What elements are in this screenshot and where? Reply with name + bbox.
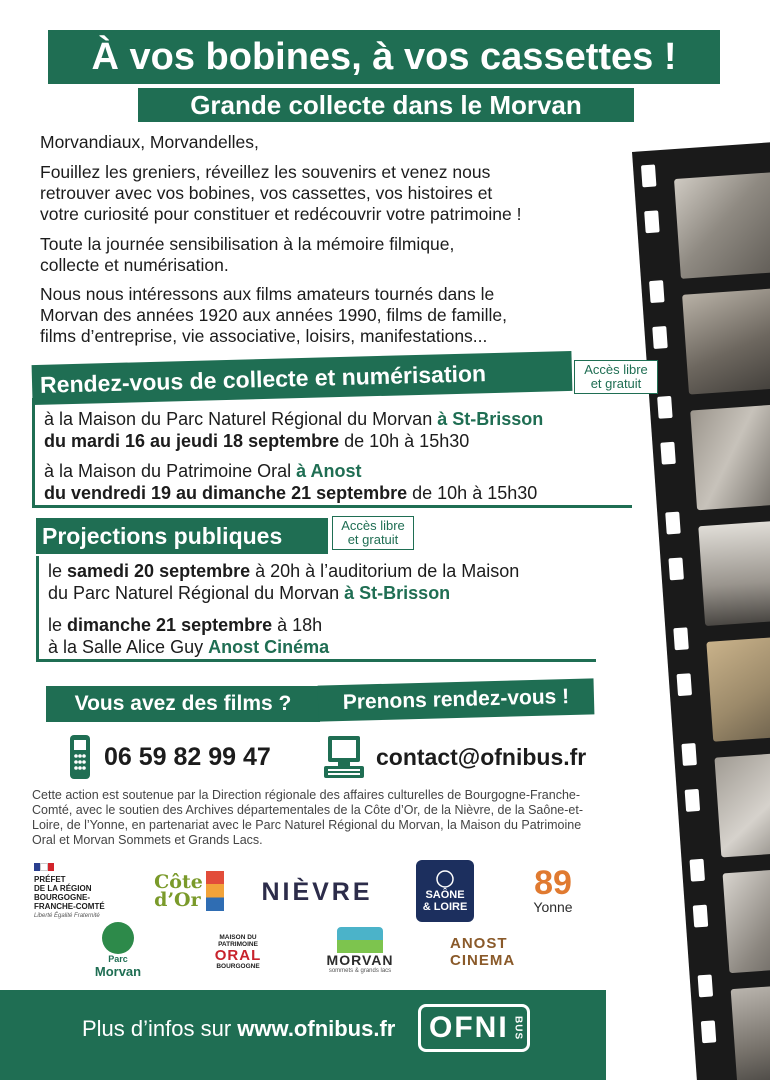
collecte-heading: Rendez-vous de collecte et numérisation [32, 351, 573, 405]
maison-patrimoine-oral-logo: MAISON DU PATRIMOINE ORAL BOURGOGNE [214, 934, 262, 970]
subtitle: Grande collecte dans le Morvan [138, 88, 634, 122]
phone-number[interactable]: 06 59 82 99 47 [104, 742, 271, 771]
footer-info: Plus d’infos sur www.ofnibus.fr [82, 1016, 396, 1041]
film-perforation [657, 396, 673, 419]
email-address[interactable]: contact@ofnibus.fr [376, 743, 587, 770]
collecte-free-badge: Accès libre et gratuit [574, 360, 658, 394]
parc-morvan-logo: Parc Morvan [92, 920, 144, 980]
intro-paragraph-1: Fouillez les greniers, réveillez les souvenirs et venez nous retrouver avec vos bobines, vos cassettes, vos histoires et votre curiosité pour constituer et redécouvrir votre patrimoine ! [40, 162, 522, 224]
appointment-banner: Prenons rendez-vous ! [318, 678, 595, 721]
collecte-event-1-place: à la Maison du Parc Naturel Régional du Morvan à St-Brisson [44, 409, 544, 429]
film-frame-photo [723, 866, 770, 973]
film-perforation [685, 789, 701, 812]
film-perforation [701, 1020, 717, 1043]
film-perforation [677, 673, 693, 696]
film-frame-photo [698, 519, 770, 626]
projection-1-line-2: du Parc Naturel Régional du Morvan à St-Brisson [48, 583, 451, 603]
projection-2-line-2: à la Salle Alice Guy Anost Cinéma [48, 637, 330, 657]
cote-dor-logo: Côte d’Or [150, 866, 228, 916]
collecte-event-2-dates: du vendredi 19 au dimanche 21 septembre de 10h à 15h30 [44, 483, 538, 503]
mountain-icon [337, 927, 383, 953]
film-perforation [665, 512, 681, 535]
main-title: À vos bobines, à vos cassettes ! [48, 30, 720, 84]
ofnibus-logo: OFNI BUS [418, 1004, 530, 1052]
website-link[interactable]: www.ofnibus.fr [237, 1016, 396, 1041]
film-perforation [649, 280, 665, 303]
projections-free-badge: Accès libre et gratuit [332, 516, 414, 550]
yonne-logo: 89 Yonne [533, 864, 573, 915]
film-perforation [690, 859, 706, 882]
film-frame-photo [714, 750, 770, 857]
phone-contact[interactable] [66, 730, 271, 784]
greeting: Morvandiaux, Morvandelles, [40, 132, 259, 152]
projection-1-line-1: le samedi 20 septembre à 20h à l’auditorium de la Maison [48, 561, 520, 581]
film-perforation [652, 326, 668, 349]
film-perforation [641, 164, 657, 187]
film-perforation [681, 743, 697, 766]
films-question-banner: Vous avez des films ? [46, 686, 320, 722]
film-frame-photo [731, 982, 770, 1080]
morvan-sommets-logo: MORVAN sommets & grands lacs [326, 918, 394, 982]
computer-icon [322, 734, 366, 780]
film-frame-photo [682, 288, 770, 395]
film-perforation [698, 974, 714, 997]
collecte-event-2-place: à la Maison du Patrimoine Oral à Anost [44, 461, 362, 481]
horse-icon [102, 922, 134, 954]
nievre-logo: NIÈVRE [261, 877, 373, 906]
film-perforation [693, 905, 709, 928]
prefet-logo: PRÉFET DE LA RÉGION BOURGOGNE- FRANCHE-COMTÉ Liberté Égalité Fraternité [34, 856, 130, 926]
saone-et-loire-logo: SAÔNE & LOIRE [416, 860, 474, 922]
french-flag-icon [34, 863, 54, 871]
intro-paragraph-3: Nous nous intéressons aux films amateurs tournés dans le Morvan des années 1920 aux années 1990, films de famille, films d’entreprise, vie associative, loisirs, manifestations... [40, 284, 507, 346]
email-contact[interactable] [322, 730, 586, 784]
phone-icon [66, 733, 94, 781]
collecte-event-1-dates: du mardi 16 au jeudi 18 septembre de 10h à 15h30 [44, 431, 470, 451]
film-frame-photo [674, 172, 770, 279]
film-frame-photo [706, 635, 770, 742]
intro-paragraph-2: Toute la journée sensibilisation à la mémoire filmique, collecte et numérisation. [40, 234, 455, 275]
film-strip-decoration [632, 141, 770, 1080]
anost-cinema-logo: ANOST CINEMA [450, 935, 516, 969]
film-perforation [644, 210, 660, 233]
projections-heading: Projections publiques [36, 518, 328, 554]
film-frame-photo [690, 403, 770, 510]
film-perforation [660, 442, 676, 465]
saone-circle-icon [435, 869, 455, 889]
film-perforation [673, 627, 689, 650]
film-perforation [668, 557, 684, 580]
support-text: Cette action est soutenue par la Direction régionale des affaires culturelles de Bourgogne-Franche-Comté, avec le soutien des Archives départementales de la Côte d’Or, de la Nièvre, de la Saône-et-Loire, de l’Yonne, en partenariat avec le Parc Naturel Régional du Morvan, la Maison du Patrimoine Oral et Morvan Sommets et Grands Lacs. [32, 788, 583, 847]
projection-2-line-1: le dimanche 21 septembre à 18h [48, 615, 323, 635]
